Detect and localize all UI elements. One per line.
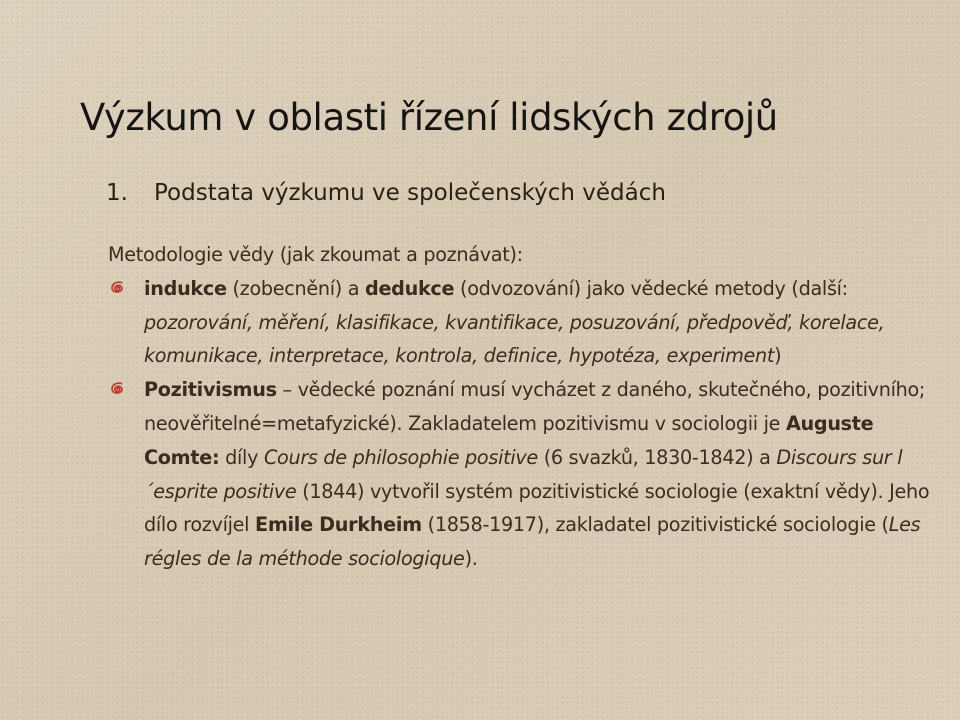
name-comte: Auguste Comte: [144,411,874,469]
bullet-positivism [108,373,948,576]
work-title-regles: Les régles de la méthode sociologique [144,513,921,571]
subtitle-number: 1. [106,180,128,206]
lead-line: Metodologie vědy (jak zkoumat a poznávat): [108,243,523,266]
methods-list: pozorování, měření, klasifikace, kvantifikace, posuzování, předpověď, korelace, komunikace, interpretace, kontrola, definice, hypotéza, experiment [144,310,885,368]
text-fragment: (zobecnění) a [226,276,366,300]
bullet-induction-deduction [108,272,948,373]
work-title-cours: Cours de philosophie positive [263,445,538,469]
text-fragment: ) [774,344,782,368]
text-fragment: (1844) vytvořil systém pozitivistické sociologie (exaktní vědy). Jeho dílo rozvíjel [144,479,930,537]
slide-content [108,238,948,576]
subtitle-text: Podstata výzkumu ve společenských vědách [154,180,666,206]
text-fragment: díly [219,445,264,469]
text-fragment: ). [464,547,478,571]
name-durkheim: Emile Durkheim [255,513,422,537]
text-fragment: (odvozování) jako vědecké metody (další: [454,276,848,300]
section-subtitle [106,180,666,206]
spiral-bullet-icon [108,380,126,398]
slide-title: Výzkum v oblasti řízení lidských zdrojů [80,96,778,139]
work-title-discours: Discours sur l´esprite positive [144,445,903,503]
spiral-bullet-icon [108,279,126,297]
text-fragment: (6 svazků, 1830-1842) a [537,445,777,469]
term-positivism: Pozitivismus [144,378,277,402]
term-deduction: dedukce [365,276,455,300]
term-induction: indukce [144,276,227,300]
text-fragment: (1858-1917), zakladatel pozitivistické sociologie ( [421,513,889,537]
text-fragment: – vědecké poznání musí vycházet z daného, skutečného, pozitivního; neověřitelné=metafyzické). Zakladatelem pozitivismu v sociologii je [144,378,926,435]
